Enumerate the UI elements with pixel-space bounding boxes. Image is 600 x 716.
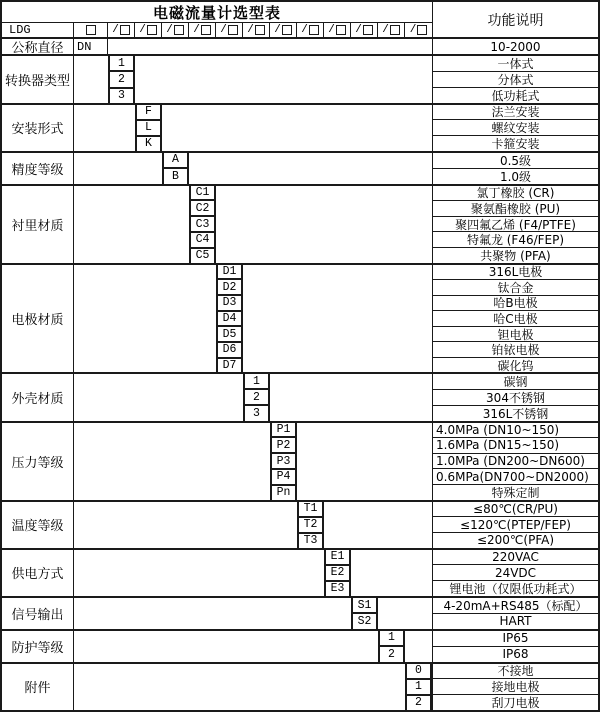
option-code: 1 (407, 678, 430, 694)
model-digit-cell (74, 23, 108, 37)
digit-box-icon (363, 25, 373, 35)
slash: / (355, 24, 362, 36)
option-desc: ≤80℃(CR/PU) (473, 501, 558, 516)
option-code: 1 (253, 374, 260, 388)
option-desc: 1.0级 (433, 168, 598, 184)
digit-box-icon (390, 25, 400, 35)
option-desc: 碳钢 (503, 375, 528, 390)
option-desc: 法兰安装 (491, 105, 540, 120)
option-desc: 一体式 (497, 57, 534, 72)
option-desc: ≤200℃(PFA) (433, 532, 598, 548)
option-code: E2 (326, 564, 349, 580)
digit-box-icon (417, 25, 427, 35)
option-desc: 4.0MPa (DN10~150) (436, 422, 560, 437)
option-desc: 卡箍安装 (433, 135, 598, 151)
option-code: C5 (191, 247, 214, 263)
option-desc: 哈B电极 (433, 295, 598, 311)
model-digit-cell (189, 23, 216, 37)
category-label: 防护等级 (2, 631, 74, 662)
model-digit-cell (297, 23, 324, 37)
slash: / (247, 24, 254, 36)
model-digit-cell (243, 23, 270, 37)
digit-box-icon (255, 25, 265, 35)
digit-box-icon (147, 25, 157, 35)
option-desc: 聚四氟乙烯 (F4/PTFE) (433, 216, 598, 232)
model-digit-cell (162, 23, 189, 37)
model-digit-cell (405, 23, 432, 37)
model-prefix: LDG (2, 23, 74, 37)
category-label: 温度等级 (2, 502, 74, 548)
category-label: 外壳材质 (2, 374, 74, 420)
option-desc: 铂铱电极 (433, 341, 598, 357)
option-desc: 0.6MPa(DN700~DN2000) (433, 468, 598, 484)
category-label: 公称直径 (2, 39, 74, 54)
slash: / (301, 24, 308, 36)
option-code: 1 (118, 56, 125, 70)
option-desc: 刮刀电极 (433, 694, 598, 710)
option-code: C3 (191, 215, 214, 231)
option-desc: 钛合金 (433, 279, 598, 295)
option-desc: 特殊定制 (433, 484, 598, 500)
section-housing-material (2, 372, 598, 420)
option-code: C4 (191, 231, 214, 247)
section-nominal-diameter (2, 37, 598, 57)
option-code: D5 (218, 325, 241, 341)
option-code: T3 (299, 532, 322, 548)
option-desc: 4-20mA+RS485（标配） (443, 598, 588, 613)
category-label: 电极材质 (2, 265, 74, 373)
option-code: 0 (415, 664, 422, 678)
section-electrode-material (2, 263, 598, 373)
option-code: K (137, 135, 160, 151)
digit-box-icon (309, 25, 319, 35)
category-label: 衬里材质 (2, 186, 74, 263)
section-pressure-rating (2, 421, 598, 500)
option-code: P4 (272, 468, 295, 484)
option-code: A (172, 153, 179, 167)
option-desc: 接地电极 (433, 678, 598, 694)
digit-box-icon (228, 25, 238, 35)
option-code: S1 (357, 598, 372, 612)
model-digit-cell (351, 23, 378, 37)
section-accuracy-class (2, 151, 598, 184)
option-code: E3 (326, 580, 349, 596)
option-code: Pn (272, 484, 295, 500)
option-code: 2 (380, 645, 403, 661)
option-desc: 316L不锈钢 (433, 405, 598, 421)
slash: / (112, 24, 119, 36)
option-code: P1 (276, 422, 291, 436)
option-desc: 1.6MPa (DN15~150) (433, 437, 598, 453)
model-digit-cell (135, 23, 162, 37)
option-desc: 聚氨酯橡胶 (PU) (433, 200, 598, 216)
option-desc: HART (433, 613, 598, 629)
slash: / (139, 24, 146, 36)
slash: / (274, 24, 281, 36)
option-desc: 220VAC (492, 550, 539, 565)
model-digit-cell (378, 23, 405, 37)
option-desc: 1.0MPa (DN200~DN600) (433, 453, 598, 469)
section-lining-material (2, 184, 598, 263)
slash: / (166, 24, 173, 36)
option-desc: 共聚物 (PFA) (433, 247, 598, 263)
option-code: D3 (218, 294, 241, 310)
slash: / (409, 24, 417, 36)
digit-box-icon (120, 25, 130, 35)
option-code: D2 (218, 278, 241, 294)
option-desc: 24VDC (433, 564, 598, 580)
section-protection-rating (2, 629, 598, 662)
model-digit-cell (324, 23, 351, 37)
option-code: T2 (299, 516, 322, 532)
option-desc: IP65 (502, 631, 529, 646)
digit-box-icon (282, 25, 292, 35)
section-temperature-rating (2, 500, 598, 548)
category-label: 供电方式 (2, 550, 74, 596)
option-desc: ≤120℃(PTEP/FEP) (433, 516, 598, 532)
digit-box-icon (86, 25, 96, 35)
option-desc: 螺纹安装 (433, 119, 598, 135)
option-desc: 分体式 (433, 71, 598, 87)
digit-box-icon (174, 25, 184, 35)
option-code: D1 (222, 264, 237, 278)
option-code: S2 (353, 612, 376, 628)
option-desc: 316L电极 (488, 265, 543, 280)
option-code: T1 (303, 502, 318, 516)
option-code: F (145, 105, 152, 119)
option-code: D7 (218, 357, 241, 373)
option-code: E1 (330, 550, 345, 564)
model-code-row (2, 23, 432, 37)
option-code: B (164, 167, 187, 183)
option-code: C1 (195, 185, 210, 199)
option-desc: 特氟龙 (F46/FEP) (433, 231, 598, 247)
header-left (2, 2, 432, 37)
option-code: C2 (191, 199, 214, 215)
option-code: 2 (407, 694, 430, 710)
section-power-supply (2, 548, 598, 596)
option-desc: 碳化钨 (433, 357, 598, 373)
option-code: 3 (245, 404, 268, 420)
model-digit-cell (270, 23, 297, 37)
category-label: 转换器类型 (2, 56, 74, 102)
slash: / (220, 24, 227, 36)
digit-box-icon (201, 25, 211, 35)
section-converter-type (2, 54, 598, 102)
option-desc: 氯丁橡胶 (CR) (476, 186, 555, 201)
option-code: 2 (245, 388, 268, 404)
category-label: 压力等级 (2, 423, 74, 500)
option-desc: 0.5级 (499, 153, 532, 168)
option-code: P3 (272, 452, 295, 468)
category-label: 安装形式 (2, 105, 74, 151)
model-digit-cell (108, 23, 135, 37)
table-header (2, 2, 598, 37)
option-desc: IP68 (433, 646, 598, 662)
option-code: D4 (218, 310, 241, 326)
option-desc: 304不锈钢 (433, 389, 598, 405)
category-label: 附件 (2, 664, 74, 710)
page-title: 电磁流量计选型表 (2, 2, 432, 23)
option-code: 1 (388, 631, 395, 645)
option-code: P2 (272, 436, 295, 452)
option-code: 2 (110, 70, 133, 86)
category-label: 精度等级 (2, 153, 74, 184)
category-label: 信号输出 (2, 598, 74, 629)
digit-box-icon (336, 25, 346, 35)
option-desc: 低功耗式 (433, 87, 598, 103)
option-desc: 10-2000 (490, 39, 541, 54)
option-desc: 钽电极 (433, 326, 598, 342)
slash: / (382, 24, 389, 36)
option-desc: 锂电池（仅限低功耗式） (433, 580, 598, 596)
option-code: DN (77, 39, 92, 54)
section-signal-output (2, 596, 598, 629)
function-column-header: 功能说明 (432, 2, 598, 37)
option-code: L (137, 119, 160, 135)
slash: / (328, 24, 335, 36)
option-code: 3 (110, 87, 133, 103)
option-desc: 不接地 (497, 664, 534, 679)
model-digit-cell (216, 23, 243, 37)
option-desc: 哈C电极 (433, 310, 598, 326)
section-installation-type (2, 103, 598, 151)
slash: / (193, 24, 200, 36)
section-accessories (2, 662, 598, 710)
option-code: D6 (218, 341, 241, 357)
